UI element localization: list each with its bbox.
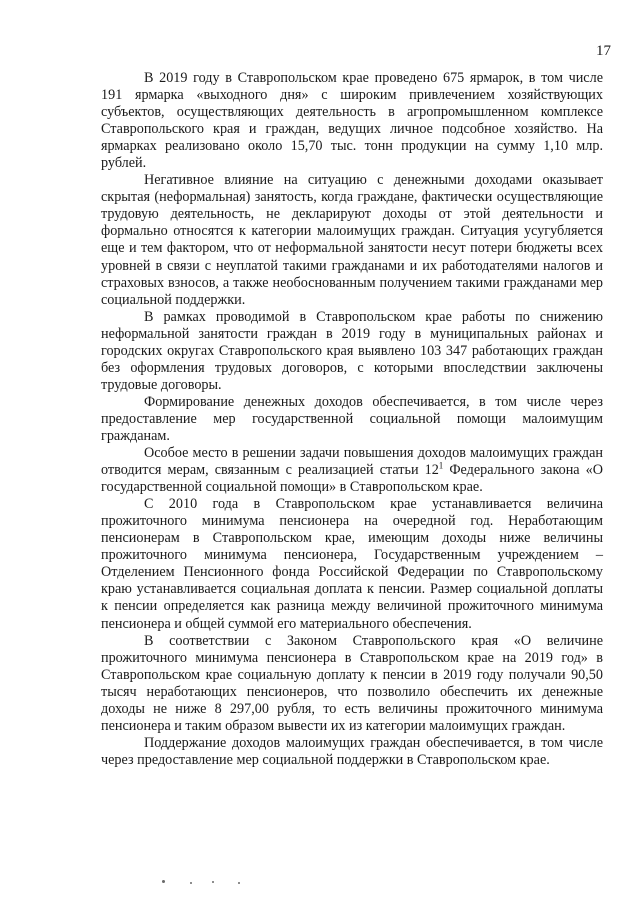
paragraph-pension-minimum: С 2010 года в Ставропольском крае устанавливается величина прожиточного минимума пенсионера на очередной год. Неработающим пенсионерам в Ставропольском крае, имеющим доходы ниже величины прожиточного минимума пенсионера, Государственным учреждением – Отделением Пенсионного фонда Российской Федерации по Ставропольскому краю устанавливается социальная доплата к пенсии. Размер социальной доплаты к пенсии определяется как разница между величиной прожиточного минимума пенсионера и общей суммой его материального обеспечения. (101, 496, 603, 632)
paragraph-article-12-text-end: Федерального закона «О государственной социальной помощи» в Ставропольском крае. (101, 462, 603, 496)
scan-specks (160, 877, 250, 887)
paragraph-social-supplement: В соответствии с Законом Ставропольского края «О величине прожиточного минимума пенсионера в Ставропольском крае на 2019 год» в Ставропольском крае социальную доплату к пенсии в 2019 году получали 90,50 тысяч неработающих пенсионеров, что позволило обеспечить их денежные доходы не ниже 8 297,00 рубля, то есть величины прожиточного минимума пенсионера и таким образом вывести их из категории малоимущих граждан. (101, 632, 603, 734)
document-body (101, 70, 603, 769)
paragraph-article-12-text: Особое место в решении задачи повышения доходов малоимущих граждан отводится мерам, связанным с реализацией статьи 12 (101, 445, 603, 479)
page-number: 17 (596, 43, 611, 59)
scan-speck (212, 881, 214, 883)
paragraph-support-measures: Поддержание доходов малоимущих граждан обеспечивается, в том числе через предоставление мер социальной поддержки в Ставропольском крае. (101, 734, 603, 768)
paragraph-informal-reduction: В рамках проводимой в Ставропольском крае работы по снижению неформальной занятости граждан в 2019 году в муниципальных районах и городских округах Ставропольского края выявлено 103 347 работающих граждан без оформления трудовых договоров, с которыми впоследствии заключены трудовые договоры. (101, 308, 603, 393)
scan-speck (162, 880, 165, 883)
paragraph-fairs: В 2019 году в Ставропольском крае проведено 675 ярмарок, в том числе 191 ярмарка «выходного дня» с широким привлечением хозяйствующих субъектов, осуществляющих деятельность в агропромышленном комплексе Ставропольского края и граждан, ведущих личное подсобное хозяйство. На ярмарках реализовано около 15,70 тыс. тонн продукции на сумму 1,10 млр. рублей. (101, 70, 603, 172)
paragraph-informal-employment: Негативное влияние на ситуацию с денежными доходами оказывает скрытая (неформальная) занятость, когда граждане, фактически осуществляющие трудовую деятельность, не декларируют доходы от этой деятельности и формально относятся к категории малоимущих граждан. Ситуация усугубляется еще и тем фактором, что от неформальной занятости несут потери бюджеты всех уровней в связи с неуплатой такими гражданами и их работодателями налогов и страховых взносов, а также необоснованным получением такими гражданами мер социальной поддержки. (101, 172, 603, 308)
scan-speck (190, 882, 192, 884)
paragraph-article-12 (101, 445, 603, 496)
paragraph-income-formation: Формирование денежных доходов обеспечивается, в том числе через предоставление мер государственной социальной помощи малоимущим гражданам. (101, 393, 603, 444)
scan-speck (238, 882, 240, 884)
superscript-1: 1 (438, 460, 444, 471)
